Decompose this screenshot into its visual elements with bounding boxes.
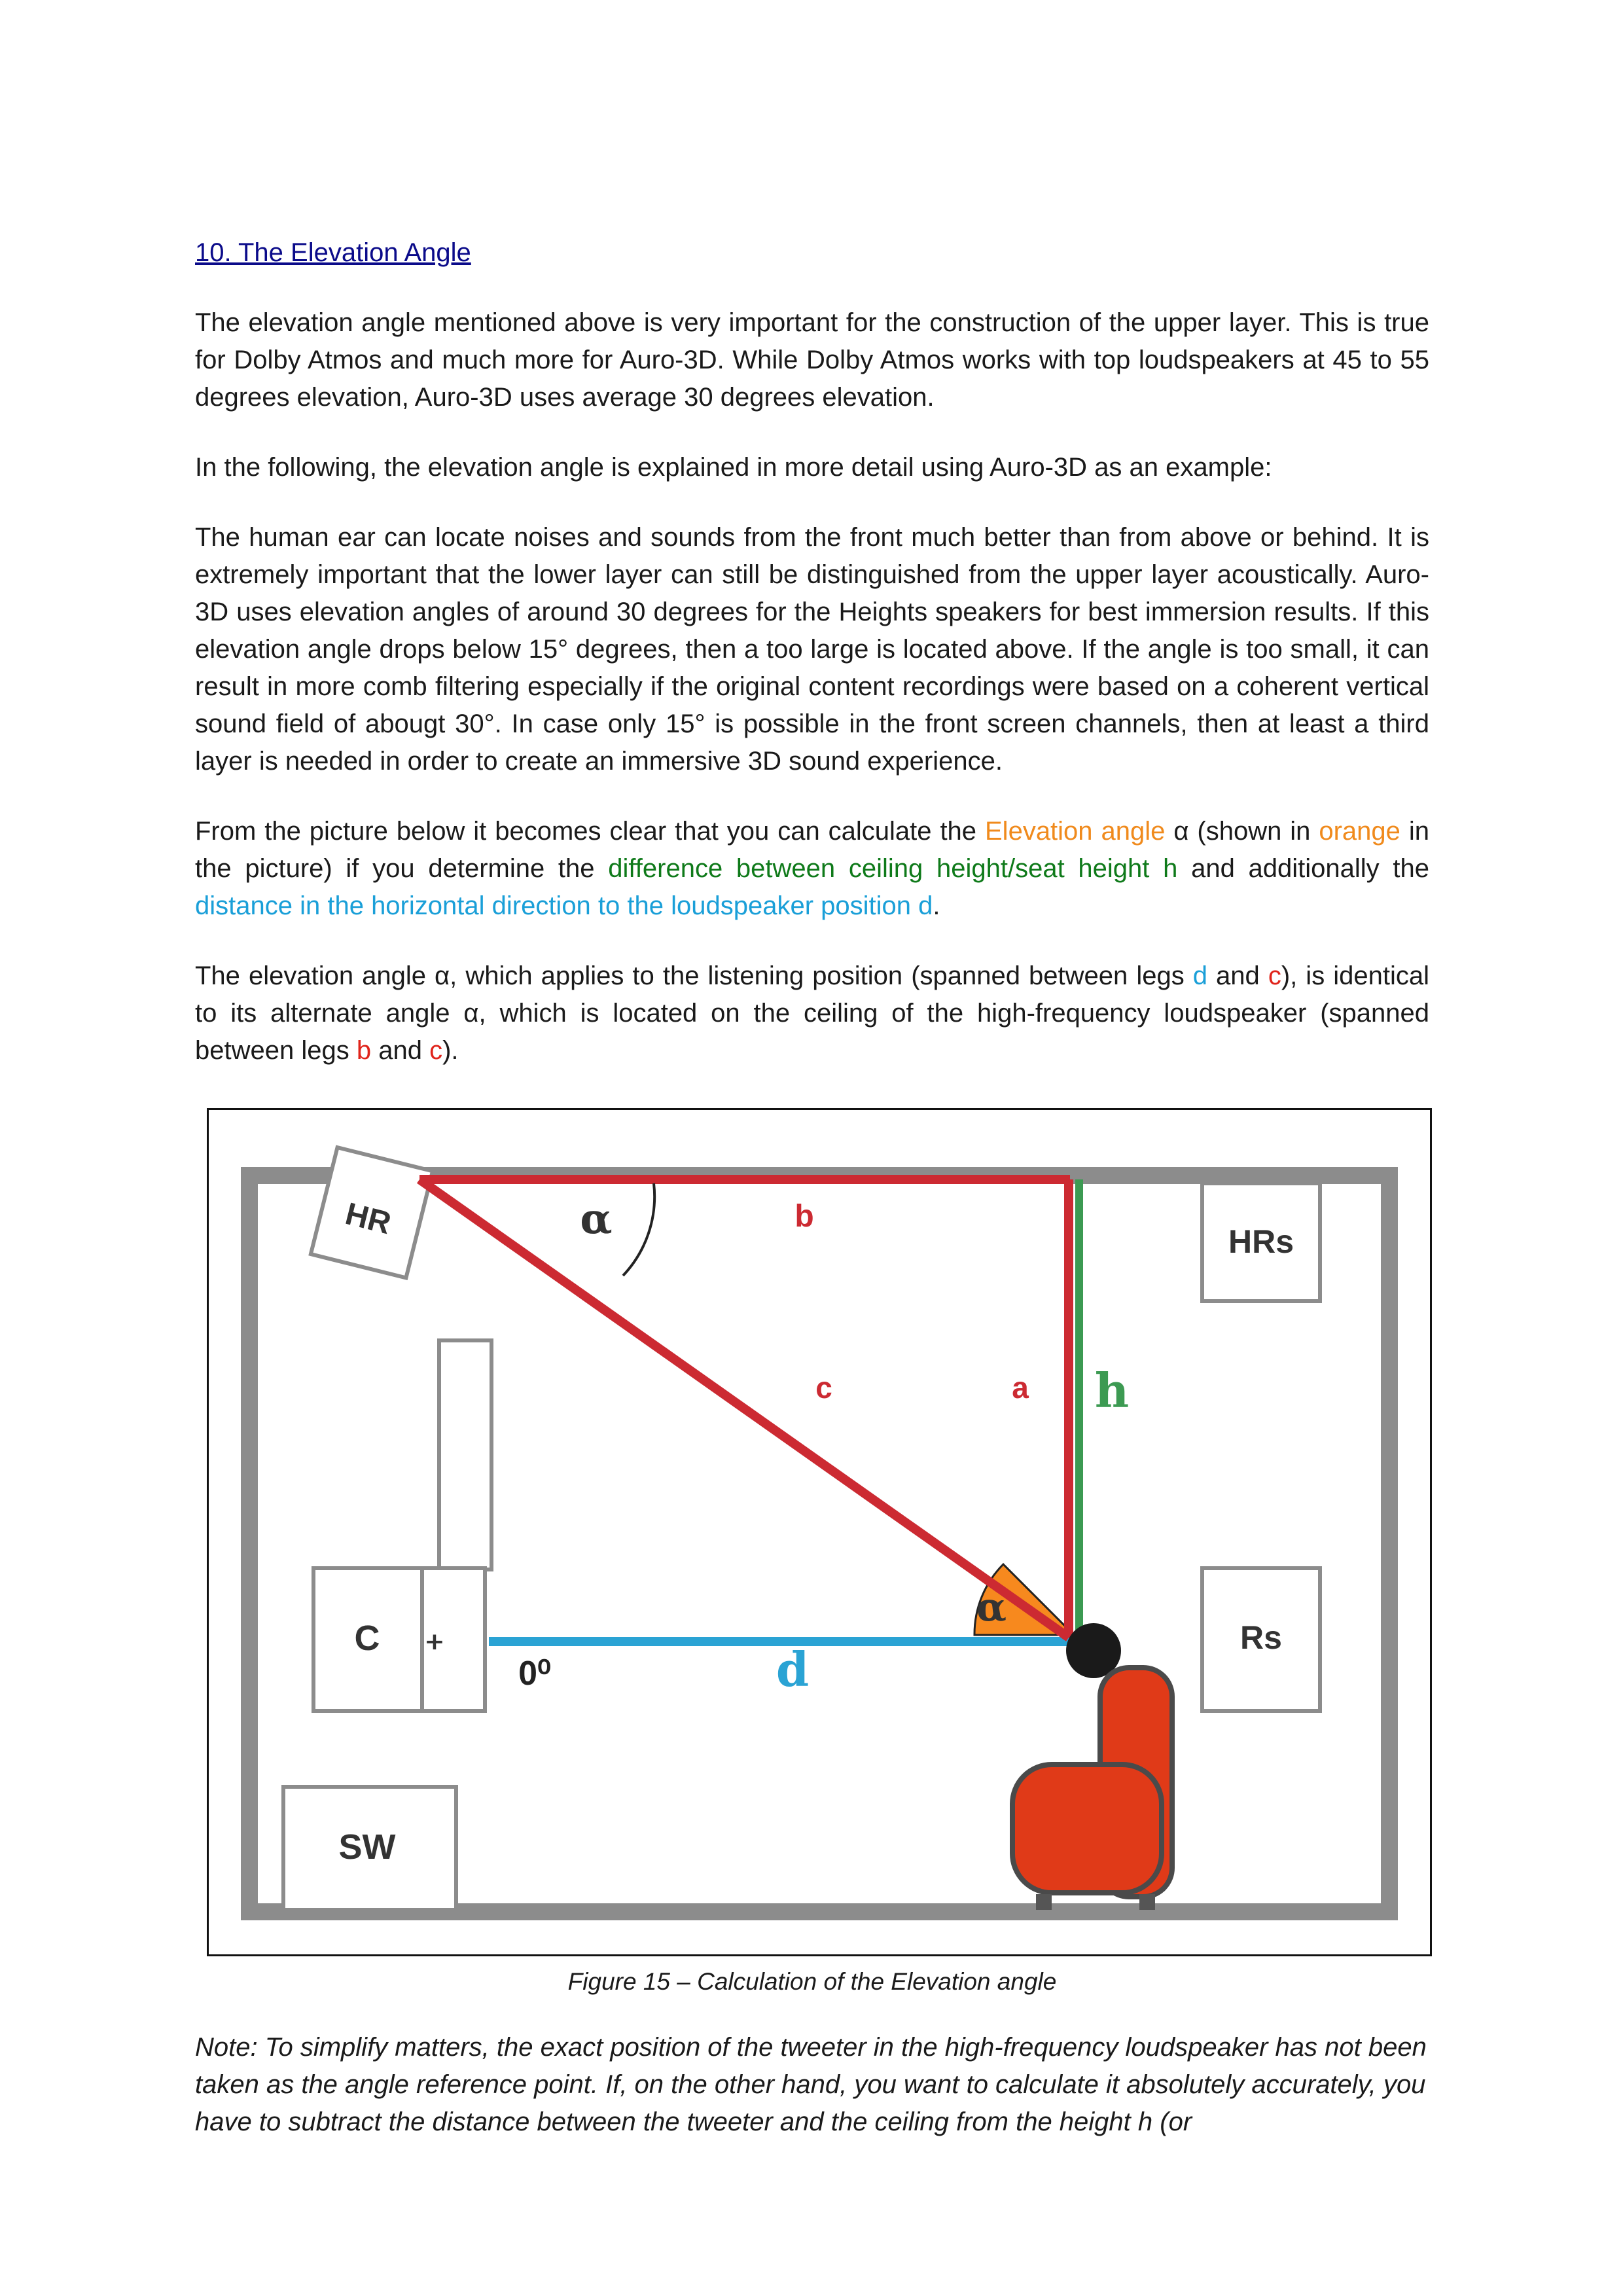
alpha-top-label: α xyxy=(580,1194,613,1244)
highlight-height-difference: difference between ceiling height/seat height h xyxy=(608,854,1178,883)
chair-leg xyxy=(1036,1894,1052,1910)
text-run: ), is identical to its alternate angle α, which is located on the ceiling of the high-frequency loudspeaker (spanned between legs xyxy=(195,961,1429,1065)
zero-degree-label: 0⁰ xyxy=(518,1655,551,1693)
section-heading-link[interactable]: 10. The Elevation Angle xyxy=(195,238,471,267)
speaker-hr-label: HR xyxy=(342,1196,395,1242)
text-run: The elevation angle α, which applies to the listening position (spanned between legs xyxy=(195,961,1193,990)
highlight-horizontal-distance: distance in the horizontal direction to the loudspeaker position d xyxy=(195,891,933,920)
document-body xyxy=(195,234,1429,1102)
tweeter-marker-icon: ᚐ xyxy=(427,1623,442,1658)
alpha-top-arc xyxy=(623,1183,654,1276)
text-run: in the picture) if you determine the xyxy=(195,817,1429,883)
text-run: . xyxy=(933,891,940,920)
subwoofer-label: SW xyxy=(338,1827,396,1867)
leg-c-ref: c xyxy=(429,1036,443,1065)
leg-d-ref: d xyxy=(1192,961,1207,990)
paragraph-human-ear: The human ear can locate noises and sounds from the front much better than from above or behind. It is extremely important that the lower layer can still be distinguished from the upper layer acoustically. Auro-3D uses elevation angles of around 30 degrees for the Heights speakers for best immersion results. If this elevation angle drops below 15° degrees, then a too large is located above. If the angle is too small, it can result in more comb filtering especially if the original content recordings were based on a coherent vertical sound field of abougt 30°. In case only 15° is possible in the front screen channels, then at least a third layer is needed in order to create an immersive 3D sound experience. xyxy=(195,523,1429,776)
leg-c-ref: c xyxy=(1268,961,1281,990)
speaker-stand xyxy=(439,1340,491,1570)
leg-b-ref: b xyxy=(356,1036,372,1065)
text-run: ). xyxy=(442,1036,459,1065)
alpha-bottom-label: α xyxy=(976,1585,1007,1630)
elevation-angle-figure xyxy=(207,1108,1432,1956)
note-paragraph: Note: To simplify matters, the exact position of the tweeter in the high-frequency loudspeaker has not been taken as the angle reference point. If, on the other hand, you want to calculate it absolutely accurately, you have to subtract the distance between the tweeter and the ceiling from the height h (or xyxy=(195,2033,1427,2136)
figure-caption: Figure 15 – Calculation of the Elevation angle xyxy=(567,1968,1057,1995)
speaker-hrs-label: HRs xyxy=(1228,1223,1294,1260)
center-speaker-label: C xyxy=(354,1619,380,1658)
text-run: and xyxy=(371,1036,430,1065)
paragraph-example: In the following, the elevation angle is explained in more detail using Auro-3D as an example: xyxy=(195,453,1272,482)
chair-leg xyxy=(1139,1894,1155,1910)
text-run: and xyxy=(1207,961,1268,990)
paragraph-alternate-angle xyxy=(195,958,1429,1069)
listener-chair xyxy=(1012,1668,1172,1910)
highlight-elevation-angle: Elevation angle xyxy=(985,817,1166,846)
leg-h-label: h xyxy=(1094,1363,1130,1418)
highlight-orange: orange xyxy=(1319,817,1400,846)
text-run: α (shown in xyxy=(1165,817,1319,846)
paragraph-calculation xyxy=(195,813,1429,925)
speaker-rs-label: Rs xyxy=(1240,1619,1282,1656)
paragraph-intro: The elevation angle mentioned above is very important for the construction of the upper layer. This is true for Dolby Atmos and much more for Auro-3D. While Dolby Atmos works with top loudspeakers at 45 to 55 degrees elevation, Auro-3D uses average 30 degrees elevation. xyxy=(195,308,1429,412)
leg-c-line xyxy=(419,1179,1069,1638)
room-diagram xyxy=(209,1110,1430,1954)
leg-d-label: d xyxy=(776,1641,810,1697)
leg-b-label: b xyxy=(794,1199,814,1234)
text-run: From the picture below it becomes clear that you can calculate the xyxy=(195,817,985,846)
leg-c-label: c xyxy=(815,1371,832,1405)
speaker-hr xyxy=(311,1147,433,1278)
chair-seat xyxy=(1012,1765,1162,1893)
leg-a-label: a xyxy=(1012,1371,1029,1405)
text-run: and additionally the xyxy=(1177,854,1429,883)
